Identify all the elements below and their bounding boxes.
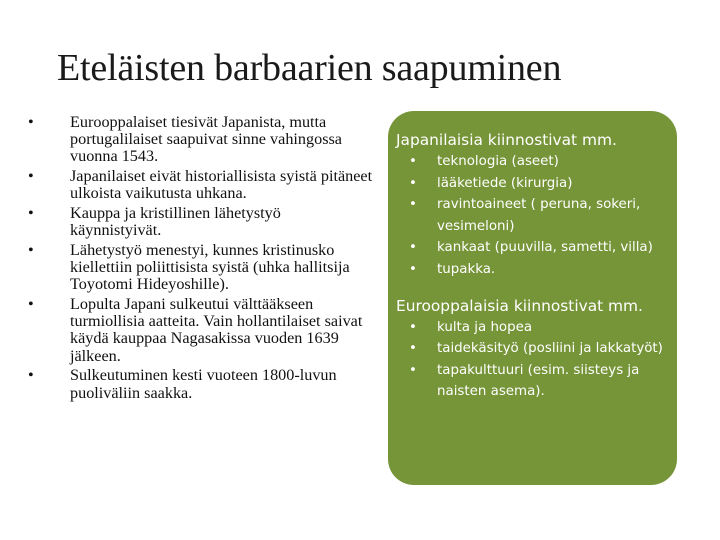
panel-item-text: teknologia (aseet) (437, 154, 559, 169)
panel-item-text: taidekäsityö (posliini ja lakkatyöt) (437, 341, 663, 357)
bullet-icon: • (28, 295, 34, 314)
left-bullet-text: Lopulta Japani sulkeutui välttääkseen turmiollisia aatteita. Vain hollantilaiset saivat käydä kauppaa Nagasakissa vuoden 1639 jälkeen. (70, 295, 363, 365)
panel-list-item (396, 151, 676, 173)
left-bullet-text: Japanilaiset eivät historiallisista syistä pitäneet ulkoista vaikutusta uhkana. (70, 167, 373, 203)
left-bullet-text: Eurooppalaiset tiesivät Japanista, mutta portugalilaiset saapuivat sinne vahingossa vuonna 1543. (70, 113, 342, 166)
european-interests-heading: Eurooppalaisia kiinnostivat mm. (396, 296, 643, 315)
panel-list-item (396, 317, 676, 339)
bullet-icon: • (409, 154, 417, 169)
left-bullet-item (28, 242, 373, 294)
slide-title: Eteläisten barbaarien saapuminen (57, 47, 562, 89)
panel-item-text: kulta ja hopea (437, 319, 533, 335)
section-spacer (396, 281, 676, 295)
panel-list-item (396, 173, 676, 195)
panel-content (396, 129, 676, 403)
bullet-icon: • (28, 366, 34, 385)
left-bullet-item (28, 114, 373, 166)
bullet-icon: • (409, 362, 417, 378)
left-bullet-item (28, 205, 373, 239)
left-bullet-list (28, 114, 373, 404)
bullet-icon: • (28, 240, 34, 259)
japanese-interests-list (396, 151, 676, 281)
left-bullet-item (28, 296, 373, 365)
panel-list-item (396, 259, 676, 281)
left-bullet-text: Lähetystyö menestyi, kunnes kristinusko kiellettiin poliittisista syistä (uhka hallitsija Toyotomi Hideyoshille). (70, 240, 350, 294)
left-bullet-text: Sulkeutuminen kesti vuoteen 1800-luvun puoliväliin saakka. (70, 366, 337, 402)
bullet-icon: • (409, 175, 417, 191)
left-bullet-item (28, 168, 373, 202)
bullet-icon: • (409, 197, 417, 213)
bullet-icon: • (28, 113, 34, 131)
panel-list-item (396, 237, 676, 259)
panel-list-item (396, 194, 676, 237)
panel-item-text: lääketiede (kirurgia) (437, 175, 573, 191)
left-bullet-text: Kauppa ja kristillinen lähetystyö käynnistyivät. (70, 204, 281, 240)
green-info-panel (388, 111, 677, 485)
panel-list-item (396, 338, 676, 360)
bullet-icon: • (28, 167, 34, 186)
bullet-icon: • (28, 204, 34, 223)
panel-item-text: tupakka. (437, 261, 496, 277)
bullet-icon: • (409, 261, 417, 277)
panel-item-text: tapakulttuuri (esim. siisteys ja naisten asema). (437, 362, 640, 400)
panel-item-text: kankaat (puuvilla, sametti, villa) (437, 240, 653, 256)
bullet-icon: • (409, 319, 417, 335)
panel-list-item (396, 360, 676, 403)
japanese-interests-heading: Japanilaisia kiinnostivat mm. (396, 131, 617, 149)
bullet-icon: • (409, 341, 417, 357)
left-bullet-item (28, 367, 373, 401)
bullet-icon: • (409, 240, 417, 256)
european-interests-list (396, 317, 676, 403)
panel-item-text: ravintoaineet ( peruna, sokeri, vesimeloni) (437, 197, 641, 234)
